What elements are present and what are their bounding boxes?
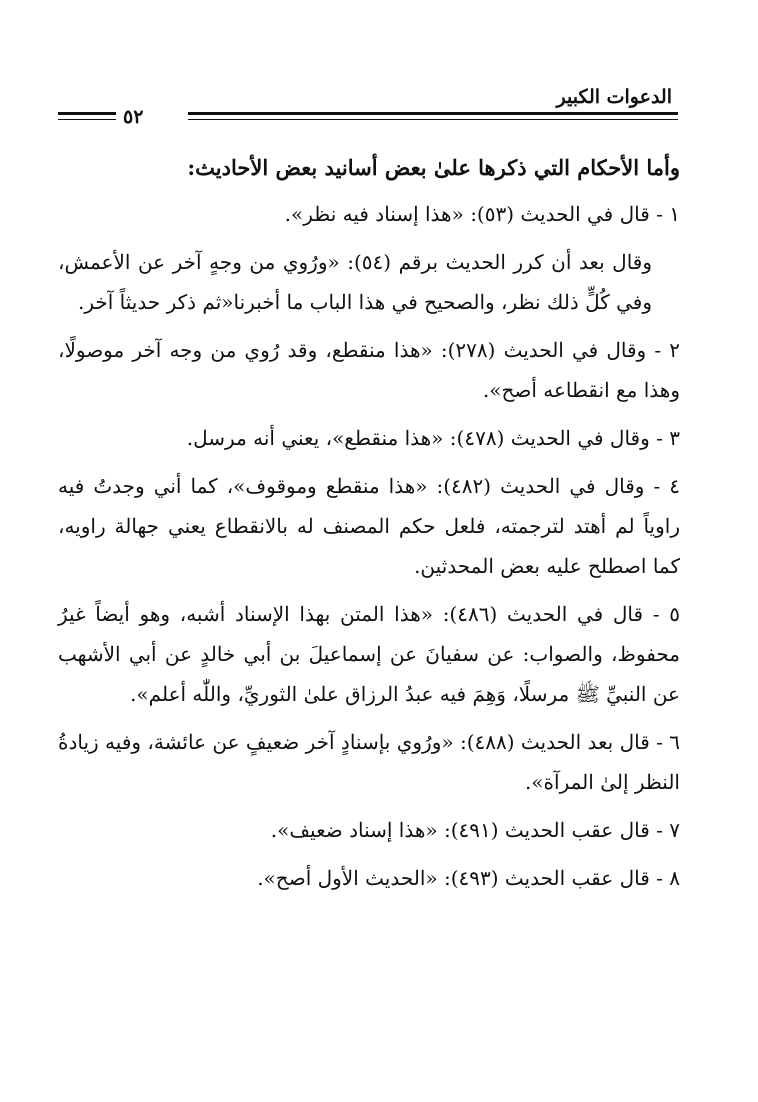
list-item-2: ٢ - وقال في الحديث (٢٧٨): «هذا منقطع، وقد رُوي من وجه آخر موصولًا، وهذا مع انقطاعه أصح». bbox=[58, 338, 681, 402]
book-title: الدعوات الكبير bbox=[556, 86, 672, 108]
list-item-6: ٦ - قال بعد الحديث (٤٨٨): «ورُوي بإسنادٍ آخر ضعيفٍ عن عائشة، وفيه زيادةُ النظر إلىٰ المرآة». bbox=[58, 730, 680, 794]
page-header bbox=[58, 86, 680, 136]
header-rule-left bbox=[58, 112, 116, 120]
header-rule-right bbox=[188, 112, 678, 120]
continuation-paragraph: وقال بعد أن كرر الحديث برقم (٥٤): «ورُوي من وجهٍ آخر عن الأعمش، وفي كُلٍّ ذلك نظر، والصحيح في هذا الباب ما أخبرنا«ثم ذكر حديثاً آخر. bbox=[58, 250, 653, 314]
list-item-4: ٤ - وقال في الحديث (٤٨٢): «هذا منقطع وموقوف»، كما أني وجدتُ فيه راوياً لم أهتد لترجمته، فلعل حكم المصنف له بالانقطاع يعني جهالة راويه، كما اصطلح عليه بعض المحدثين. bbox=[58, 474, 680, 578]
section-heading: وأما الأحكام التي ذكرها علىٰ بعض أسانيد بعض الأحاديث: bbox=[187, 155, 680, 180]
page-body bbox=[58, 148, 680, 906]
list-item-8: ٨ - قال عقب الحديث (٤٩٣): «الحديث الأول أصح». bbox=[257, 866, 680, 890]
list-item-3: ٣ - وقال في الحديث (٤٧٨): «هذا منقطع»، يعني أنه مرسل. bbox=[186, 426, 680, 450]
list-item-7: ٧ - قال عقب الحديث (٤٩١): «هذا إسناد ضعيف». bbox=[270, 818, 680, 842]
page-number: ٥٢ bbox=[123, 106, 144, 128]
list-item-5: ٥ - قال في الحديث (٤٨٦): «هذا المتن بهذا الإسناد أشبه، وهو أيضاً غيرُ محفوظ، والصواب: عن سفيانَ عن إسماعيلَ بن أبي خالدٍ عن أبي الأشهب عن النبيِّ ﷺ مرسلًا، وَهِمَ فيه عبدُ الرزاق علىٰ الثوريِّ، واللّٰه أعلم». bbox=[58, 602, 680, 706]
list-item-1: ١ - قال في الحديث (٥٣): «هذا إسناد فيه نظر». bbox=[284, 202, 680, 226]
